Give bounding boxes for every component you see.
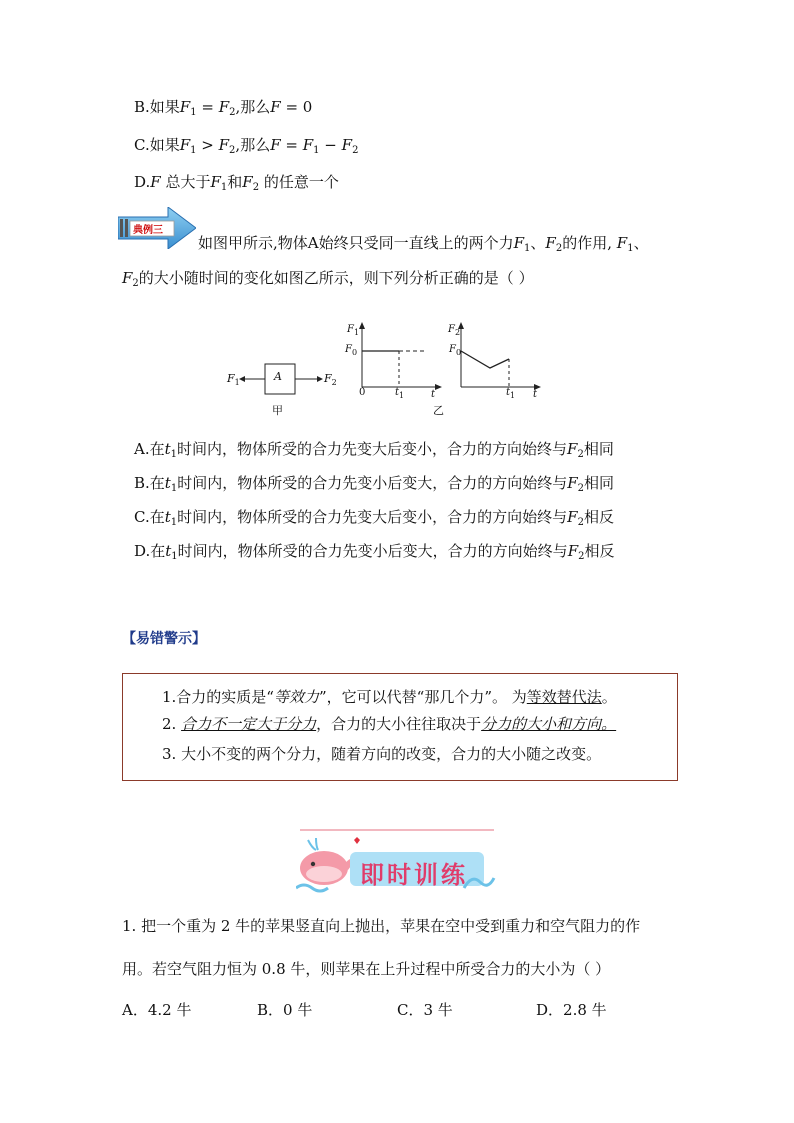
graph-f1 [359,322,442,390]
option-d: D.F 总大于$F_1$和$F_2$ 的任意一个 [134,173,339,193]
g1-t-label: t [431,389,436,400]
question-1-option-c: C．3 牛 [397,1001,453,1019]
question-1-option-a: A．4.2 牛 [122,1001,192,1019]
box-label: A [274,370,282,383]
graph-f2 [458,322,541,390]
g1-origin: 0 [359,387,366,398]
warning-item-2: 2. 合力不一定大于分力，合力的大小往往取决于分力的大小和方向。 [162,715,617,733]
option-b: B.如果$F_1 = F_2$,那么F = 0 [134,98,313,118]
example-line-2: $F_2$的大小随时间的变化如图乙所示，则下列分析正确的是（ ） [122,269,534,289]
banner-divider [300,829,494,831]
caption-yi: 乙 [433,404,444,417]
g2-y-label: $F_2$ [448,324,461,337]
g1-t1-label: $t_1$ [395,387,405,400]
example-badge-label: 典例三 [133,225,163,236]
warning-item-3: 3. 大小不变的两个分力，随着方向的改变，合力的大小随之改变。 [162,745,602,763]
banner-title: 即时训练 [360,861,468,889]
g1-y-label: $F_1$ [347,324,360,337]
question-1-line-1: 1. 把一个重为 2 牛的苹果竖直向上抛出，苹果在空中受到重力和空气阻力的作 [122,917,641,935]
g2-t-label: t [533,389,538,400]
wave-icon [462,870,496,894]
warning-item-1: 1.合力的实质是“等效力”，它可以代替“那几个力”。 为等效替代法。 [162,688,617,706]
question-1-option-d: D．2.8 牛 [536,1001,607,1019]
option-c: C.如果$F_1 > F_2$,那么$F = F_1 - F_2$ [134,136,359,156]
g2-f0-label: $F_0$ [449,344,462,357]
question-1-line-2: 用。若空气阻力恒为 0.8 牛，则苹果在上升过程中所受合力的大小为（ ） [122,960,611,978]
f1-arrow-label: $F_1$ [227,372,240,387]
f2-arrow-label: $F_2$ [324,372,337,387]
g2-t1-label: $t_1$ [506,387,516,400]
choice-b: B.在$t_1$时间内，物体所受的合力先变小后变大，合力的方向始终与$F_2$相同 [134,474,615,494]
choice-c: C.在$t_1$时间内，物体所受的合力先变大后变小，合力的方向始终与$F_2$相反 [134,508,614,528]
caption-jia: 甲 [272,404,283,417]
choice-a: A.在$t_1$时间内，物体所受的合力先变大后变小，合力的方向始终与$F_2$相同 [134,440,614,460]
example-line-1: 如图甲所示,物体A始终只受同一直线上的两个力$F_1$、$F_2$的作用, $F_1$、 [198,234,649,254]
warning-title: 【易错警示】 [122,631,206,647]
question-1-option-b: B．0 牛 [257,1001,313,1019]
choice-d: D.在$t_1$时间内，物体所受的合力先变小后变大，合力的方向始终与$F_2$相反 [134,542,615,562]
g1-f0-label: $F_0$ [345,344,358,357]
